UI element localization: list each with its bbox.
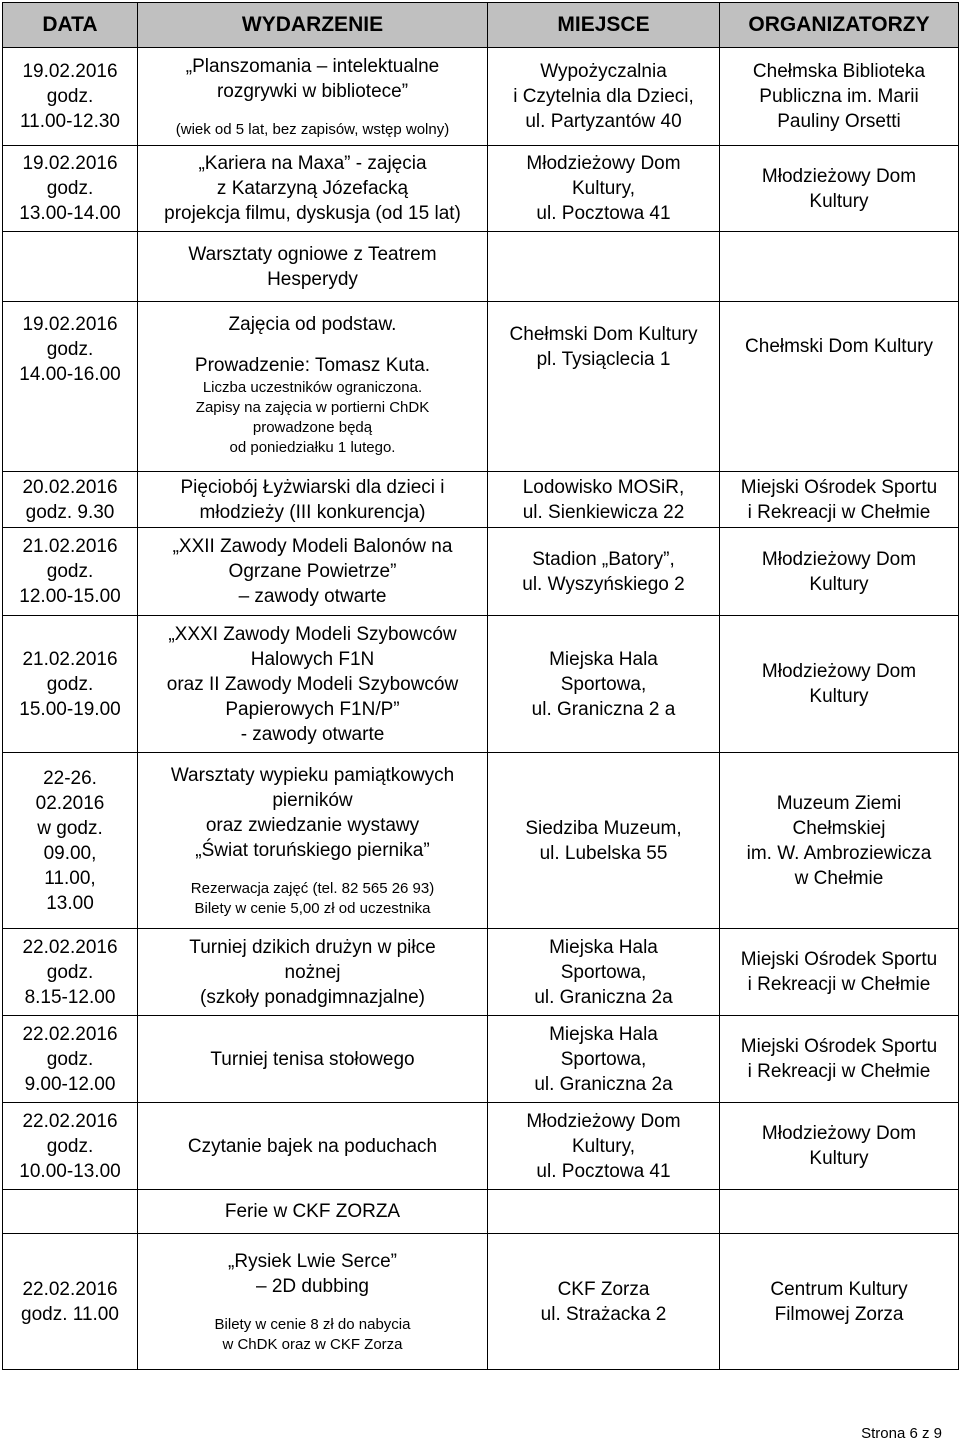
table-row bbox=[3, 1016, 959, 1103]
place-cell: Miejska Hala Sportowa, ul. Graniczna 2a bbox=[488, 929, 720, 1016]
event-cell: Turniej dzikich drużyn w piłce nożnej (szkoły ponadgimnazjalne) bbox=[138, 929, 488, 1016]
place-cell: Młodzieżowy Dom Kultury, ul. Pocztowa 41 bbox=[488, 146, 720, 232]
table-row bbox=[3, 48, 959, 146]
section-row bbox=[3, 232, 959, 302]
organizer-cell: Młodzieżowy Dom Kultury bbox=[720, 1103, 959, 1190]
organizer-cell bbox=[720, 232, 959, 302]
organizer-cell: Centrum Kultury Filmowej Zorza bbox=[720, 1234, 959, 1370]
organizer-cell: Miejski Ośrodek Sportu i Rekreacji w Chełmie bbox=[720, 472, 959, 528]
organizer-cell: Muzeum Ziemi Chełmskiej im. W. Ambroziewicza w Chełmie bbox=[720, 753, 959, 929]
organizer-cell bbox=[720, 1190, 959, 1234]
section-row bbox=[3, 1190, 959, 1234]
table-row bbox=[3, 753, 959, 929]
header-organizers: ORGANIZATORZY bbox=[720, 3, 959, 48]
date-cell: 19.02.2016 godz. 13.00-14.00 bbox=[3, 146, 138, 232]
place-cell bbox=[488, 1190, 720, 1234]
date-cell: 19.02.2016 godz. 11.00-12.30 bbox=[3, 48, 138, 146]
header-event: WYDARZENIE bbox=[138, 3, 488, 48]
event-cell: Warsztaty wypieku pamiątkowych pierników oraz zwiedzanie wystawy „Świat toruńskiego piernika” Rezerwacja zajęć (tel. 82 565 26 93) Bilety w cenie 5,00 zł od uczestnika bbox=[138, 753, 488, 929]
table-row bbox=[3, 929, 959, 1016]
table-row bbox=[3, 616, 959, 753]
event-cell: Turniej tenisa stołowego bbox=[138, 1016, 488, 1103]
date-cell bbox=[3, 1190, 138, 1234]
place-cell: Miejska Hala Sportowa, ul. Graniczna 2 a bbox=[488, 616, 720, 753]
organizer-cell: Młodzieżowy Dom Kultury bbox=[720, 528, 959, 616]
table-row bbox=[3, 302, 959, 472]
date-cell: 21.02.2016 godz. 12.00-15.00 bbox=[3, 528, 138, 616]
section-title: Warsztaty ogniowe z Teatrem Hesperydy bbox=[138, 232, 488, 302]
event-cell: „XXXI Zawody Modeli Szybowców Halowych F1N oraz II Zawody Modeli Szybowców Papierowych F1N/P” - zawody otwarte bbox=[138, 616, 488, 753]
header-place: MIEJSCE bbox=[488, 3, 720, 48]
date-cell: 21.02.2016 godz. 15.00-19.00 bbox=[3, 616, 138, 753]
date-cell: 22.02.2016 godz. 9.00-12.00 bbox=[3, 1016, 138, 1103]
date-cell: 22.02.2016 godz. 10.00-13.00 bbox=[3, 1103, 138, 1190]
place-cell: Młodzieżowy Dom Kultury, ul. Pocztowa 41 bbox=[488, 1103, 720, 1190]
event-cell: „Planszomania – intelektualne rozgrywki w bibliotece” (wiek od 5 lat, bez zapisów, wstęp wolny) bbox=[138, 48, 488, 146]
event-cell: Czytanie bajek na poduchach bbox=[138, 1103, 488, 1190]
table-header-row bbox=[3, 3, 959, 48]
header-date: DATA bbox=[3, 3, 138, 48]
place-cell: Stadion „Batory”, ul. Wyszyńskiego 2 bbox=[488, 528, 720, 616]
place-cell: Lodowisko MOSiR, ul. Sienkiewicza 22 bbox=[488, 472, 720, 528]
organizer-cell: Chełmska Biblioteka Publiczna im. Marii Pauliny Orsetti bbox=[720, 48, 959, 146]
event-cell: „XXII Zawody Modeli Balonów na Ogrzane Powietrze” – zawody otwarte bbox=[138, 528, 488, 616]
table-row bbox=[3, 146, 959, 232]
event-cell: Pięciobój Łyżwiarski dla dzieci i młodzieży (III konkurencja) bbox=[138, 472, 488, 528]
date-cell: 20.02.2016 godz. 9.30 bbox=[3, 472, 138, 528]
date-cell: 22-26. 02.2016 w godz. 09.00, 11.00, 13.00 bbox=[3, 753, 138, 929]
place-cell: Wypożyczalnia i Czytelnia dla Dzieci, ul. Partyzantów 40 bbox=[488, 48, 720, 146]
place-cell: Chełmski Dom Kultury pl. Tysiąclecia 1 bbox=[488, 302, 720, 472]
organizer-cell: Młodzieżowy Dom Kultury bbox=[720, 146, 959, 232]
table-row bbox=[3, 472, 959, 528]
page-number: Strona 6 z 9 bbox=[861, 1425, 942, 1442]
event-cell: „Rysiek Lwie Serce” – 2D dubbing Bilety w cenie 8 zł do nabycia w ChDK oraz w CKF Zorza bbox=[138, 1234, 488, 1370]
section-title: Ferie w CKF ZORZA bbox=[138, 1190, 488, 1234]
organizer-cell: Miejski Ośrodek Sportu i Rekreacji w Chełmie bbox=[720, 1016, 959, 1103]
events-table bbox=[2, 2, 959, 1370]
event-cell: „Kariera na Maxa” - zajęcia z Katarzyną Józefacką projekcja filmu, dyskusja (od 15 lat) bbox=[138, 146, 488, 232]
event-cell: Zajęcia od podstaw. Prowadzenie: Tomasz Kuta. Liczba uczestników ograniczona. Zapisy na zajęcia w portierni ChDK prowadzone będą od poniedziałku 1 lutego. bbox=[138, 302, 488, 472]
organizer-cell: Chełmski Dom Kultury bbox=[720, 302, 959, 472]
table-row bbox=[3, 1234, 959, 1370]
organizer-cell: Miejski Ośrodek Sportu i Rekreacji w Chełmie bbox=[720, 929, 959, 1016]
date-cell: 22.02.2016 godz. 8.15-12.00 bbox=[3, 929, 138, 1016]
date-cell bbox=[3, 232, 138, 302]
place-cell: CKF Zorza ul. Strażacka 2 bbox=[488, 1234, 720, 1370]
place-cell: Miejska Hala Sportowa, ul. Graniczna 2a bbox=[488, 1016, 720, 1103]
date-cell: 22.02.2016 godz. 11.00 bbox=[3, 1234, 138, 1370]
date-cell: 19.02.2016 godz. 14.00-16.00 bbox=[3, 302, 138, 472]
place-cell: Siedziba Muzeum, ul. Lubelska 55 bbox=[488, 753, 720, 929]
table-row bbox=[3, 1103, 959, 1190]
place-cell bbox=[488, 232, 720, 302]
organizer-cell: Młodzieżowy Dom Kultury bbox=[720, 616, 959, 753]
table-row bbox=[3, 528, 959, 616]
